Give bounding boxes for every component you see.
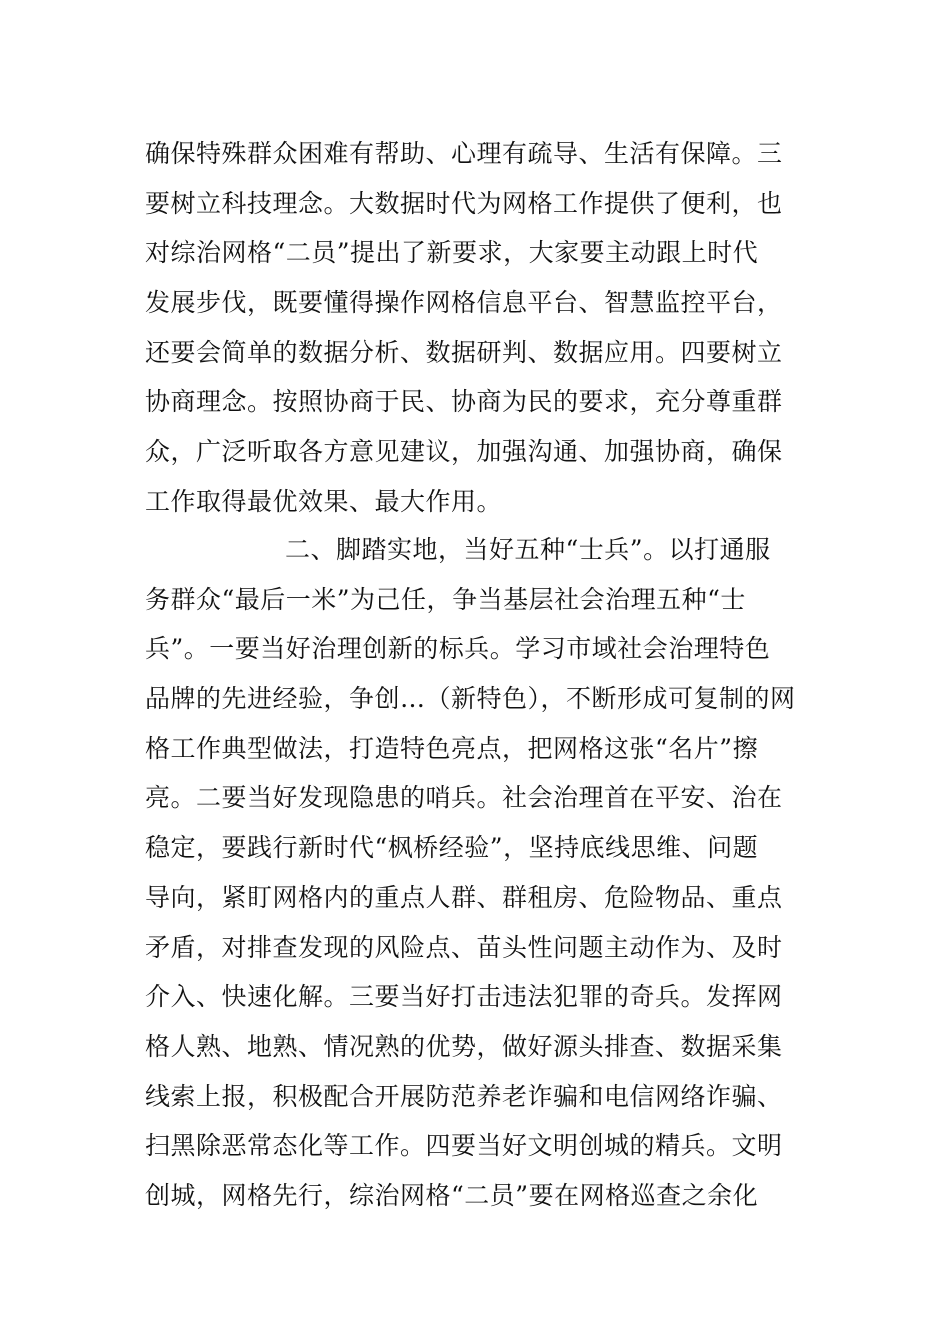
paragraph-2-line: 格人熟、地熟、情况熟的优势，做好源头排查、数据采集 [145, 1031, 783, 1061]
paragraph-2-line: 矛盾，对排查发现的风险点、苗头性问题主动作为、及时 [145, 932, 783, 962]
paragraph-1-line: 还要会简单的数据分析、数据研判、数据应用。四要树立 [145, 337, 783, 367]
paragraph-2-line: 亮。二要当好发现隐患的哨兵。社会治理首在平安、治在 [145, 783, 783, 813]
paragraph-2-line: 导向，紧盯网格内的重点人群、群租房、危险物品、重点 [145, 882, 783, 912]
paragraph-2-line: 扫黑除恶常态化等工作。四要当好文明创城的精兵。文明 [145, 1131, 783, 1161]
paragraph-1-line: 协商理念。按照协商于民、协商为民的要求，充分尊重群 [145, 387, 783, 417]
paragraph-1-line: 众，广泛听取各方意见建议，加强沟通、加强协商，确保 [145, 437, 783, 467]
paragraph-1 [145, 129, 807, 527]
paragraph-2-line: 兵”。一要当好治理创新的标兵。学习市域社会治理特色 [145, 634, 771, 664]
paragraph-2-line: 品牌的先进经验，争创…（新特色），不断形成可复制的网 [145, 684, 796, 714]
paragraph-1-line: 发展步伐，既要懂得操作网格信息平台、智慧监控平台， [145, 288, 783, 318]
paragraph-2-line: 务群众“最后一米”为己任，争当基层社会治理五种“士 [145, 584, 746, 614]
paragraph-1-line: 要树立科技理念。大数据时代为网格工作提供了便利，也 [145, 188, 783, 218]
paragraph-2-line: 稳定，要践行新时代“枫桥经验”，坚持底线思维、问题 [145, 833, 759, 863]
paragraph-1-line: 确保特殊群众困难有帮助、心理有疏导、生活有保障。三 [145, 139, 783, 168]
paragraph-2-line: 线索上报，积极配合开展防范养老诈骗和电信网络诈骗、 [145, 1081, 783, 1111]
paragraph-2-line: 创城，网格先行，综治网格“二员”要在网格巡查之余化 [145, 1180, 759, 1210]
paragraph-2-line: 介入、快速化解。三要当好打击违法犯罪的奇兵。发挥网 [145, 982, 783, 1012]
paragraph-2-line: 格工作典型做法，打造特色亮点，把网格这张“名片”擦 [145, 733, 759, 763]
paragraph-1-line: 工作取得最优效果、最大作用。 [145, 486, 503, 516]
paragraph-2 [145, 525, 807, 1221]
paragraph-1-line: 对综治网格“二员”提出了新要求，大家要主动跟上时代 [145, 238, 759, 268]
section-heading-line: 二、脚踏实地，当好五种“士兵”。以打通服 [285, 535, 771, 564]
